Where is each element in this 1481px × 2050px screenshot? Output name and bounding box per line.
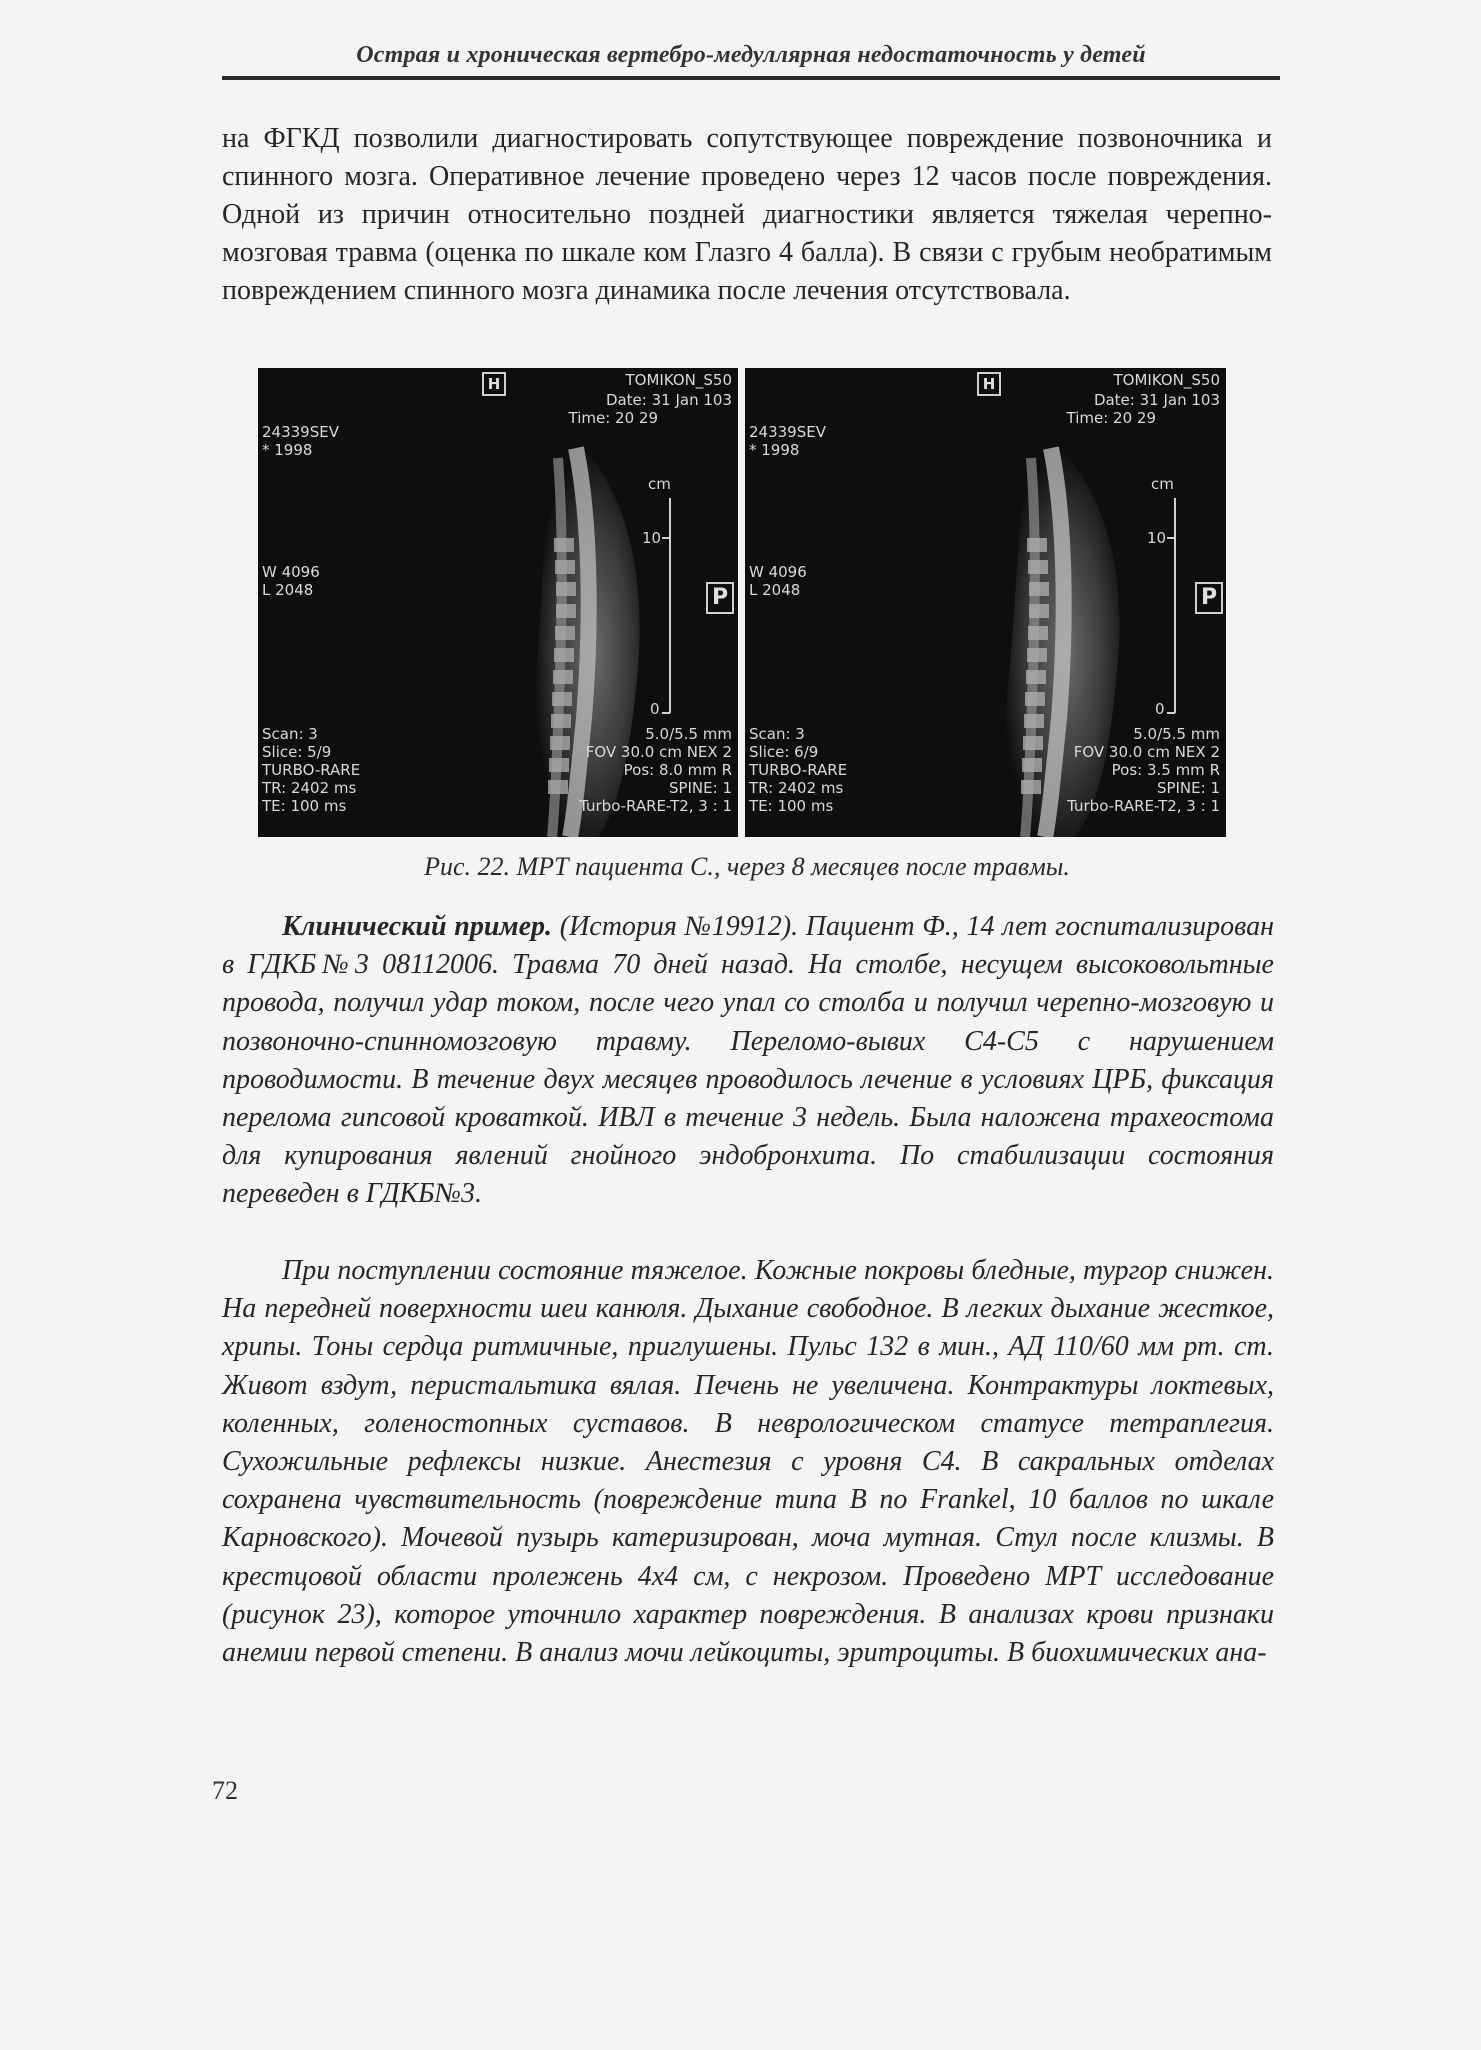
time-label: Time: 20 29 bbox=[568, 409, 658, 427]
te-label: TE: 100 ms bbox=[749, 797, 834, 815]
tr-label: TR: 2402 ms bbox=[749, 779, 844, 797]
coil-label: SPINE: 1 bbox=[668, 779, 732, 797]
figure-caption: Рис. 22. МРТ пациента С., через 8 месяцев после травмы. bbox=[424, 852, 1070, 881]
page-number: 72 bbox=[212, 1776, 238, 1805]
protocol-label: Turbo-RARE-T2, 3 : 1 bbox=[1067, 797, 1220, 815]
paragraph-clinical-case bbox=[222, 908, 1274, 1214]
scan-label: Scan: 3 bbox=[262, 725, 318, 743]
paragraph-admission-status: При поступлении состояние тяжелое. Кожные покровы бледные, тургор снижен. На передней поверхности шеи канюля. Дыхание свободное. В легких дыхание жесткое, хрипы. Тоны сердца ритмичные, приглушены. Пульс 132 в мин., АД 110/60 мм рт. ст. Живот вздут, перистальтика вялая. Печень не увеличена. Контрактуры локтевых, коленных, голеностопных суставов. В неврологическом статусе тетраплегия. Сухожильные рефлексы низкие. Анестезия с уровня С4. В сакральных отделах сохранена чувствительность (повреждение типа В по Frankel, 10 баллов по шкале Карновского). Мочевой пузырь катеризирован, моча мутная. Стул после клизмы. В крестцовой области пролежень 4х4 см, с некрозом. Проведено МРТ исследование (рисунок 23), которое уточнило характер повреждения. В анализах крови признаки анемии первой степени. В анализ мочи лейкоциты, эритроциты. В биохимических ана- bbox=[222, 1255, 1274, 1669]
date-label: Date: 31 Jan 103 bbox=[1093, 391, 1220, 409]
birth-label: * 1998 bbox=[749, 441, 800, 459]
sequence-label: TURBO-RARE bbox=[262, 761, 361, 779]
window-level-label: L 2048 bbox=[749, 581, 801, 599]
window-level-label: L 2048 bbox=[262, 581, 314, 599]
patient-id-label: 24339SEV bbox=[749, 423, 826, 441]
scale-0-label: 0 bbox=[1155, 700, 1165, 718]
mri-image-left bbox=[258, 368, 738, 837]
orientation-posterior-marker: P bbox=[706, 582, 734, 614]
scale-0-label: 0 bbox=[650, 700, 660, 718]
paragraph-1: на ФГКД позволили диагностировать сопутствующее повреждение позвоночника и спинного мозга. Оперативное лечение проведено через 12 часов после повреждения. Одной из причин относительно поздней диагностики является тяжелая черепно-мозговая травма (оценка по шкале ком Глазго 4 балла). В связи с грубым необратимым повреждением спинного мозга динамика после лечения отсутствовала. bbox=[222, 123, 1272, 306]
scale-10-label: 10 bbox=[642, 529, 662, 547]
clinical-case-lead: Клинический пример. bbox=[282, 911, 553, 942]
scale-unit-label: cm bbox=[1151, 475, 1174, 493]
sequence-label: TURBO-RARE bbox=[749, 761, 848, 779]
window-width-label: W 4096 bbox=[749, 563, 807, 581]
tr-label: TR: 2402 ms bbox=[262, 779, 357, 797]
scan-label: Scan: 3 bbox=[749, 725, 805, 743]
slice-label: Slice: 5/9 bbox=[262, 743, 332, 761]
station-label: TOMIKON_S50 bbox=[625, 371, 732, 389]
thickness-label: 5.0/5.5 mm bbox=[645, 725, 732, 743]
running-header: Острая и хроническая вертебро-медуллярная недостаточность у детей bbox=[356, 42, 1146, 68]
orientation-head-marker: H bbox=[977, 372, 1001, 396]
header-rule bbox=[222, 76, 1280, 80]
patient-id-label: 24339SEV bbox=[262, 423, 339, 441]
date-label: Date: 31 Jan 103 bbox=[605, 391, 732, 409]
time-label: Time: 20 29 bbox=[1066, 409, 1156, 427]
orientation-head-marker: H bbox=[482, 372, 506, 396]
protocol-label: Turbo-RARE-T2, 3 : 1 bbox=[579, 797, 732, 815]
window-width-label: W 4096 bbox=[262, 563, 320, 581]
te-label: TE: 100 ms bbox=[262, 797, 347, 815]
scale-unit-label: cm bbox=[648, 475, 671, 493]
station-label: TOMIKON_S50 bbox=[1113, 371, 1220, 389]
coil-label: SPINE: 1 bbox=[1156, 779, 1220, 797]
fov-label: FOV 30.0 cm NEX 2 bbox=[585, 743, 732, 761]
position-label: Pos: 8.0 mm R bbox=[623, 761, 732, 779]
orientation-posterior-marker: P bbox=[1195, 582, 1223, 614]
thickness-label: 5.0/5.5 mm bbox=[1133, 725, 1220, 743]
clinical-case-text: (История №19912). Пациент Ф., 14 лет госпитализирован в ГДКБ№3 08112006. Травма 70 дней назад. На столбе, несущем высоковольтные провода, получил удар током, после чего упал со столба и получил черепно-мозговую и позвоночно-спинномозговую травму. Переломо-вывих С4-С5 с нарушением проводимости. В течение двух месяцев проводилось лечение в условиях ЦРБ, фиксация перелома гипсовой кроваткой. ИВЛ в течение 3 недель. Была наложена трахеостома для купирования явлений гнойного эндобронхита. По стабилизации состояния переведен в ГДКБ№3. bbox=[222, 911, 1274, 1210]
fov-label: FOV 30.0 cm NEX 2 bbox=[1073, 743, 1220, 761]
slice-label: Slice: 6/9 bbox=[749, 743, 819, 761]
scale-10-label: 10 bbox=[1147, 529, 1167, 547]
mri-image-right bbox=[745, 368, 1226, 837]
position-label: Pos: 3.5 mm R bbox=[1111, 761, 1220, 779]
birth-label: * 1998 bbox=[262, 441, 313, 459]
